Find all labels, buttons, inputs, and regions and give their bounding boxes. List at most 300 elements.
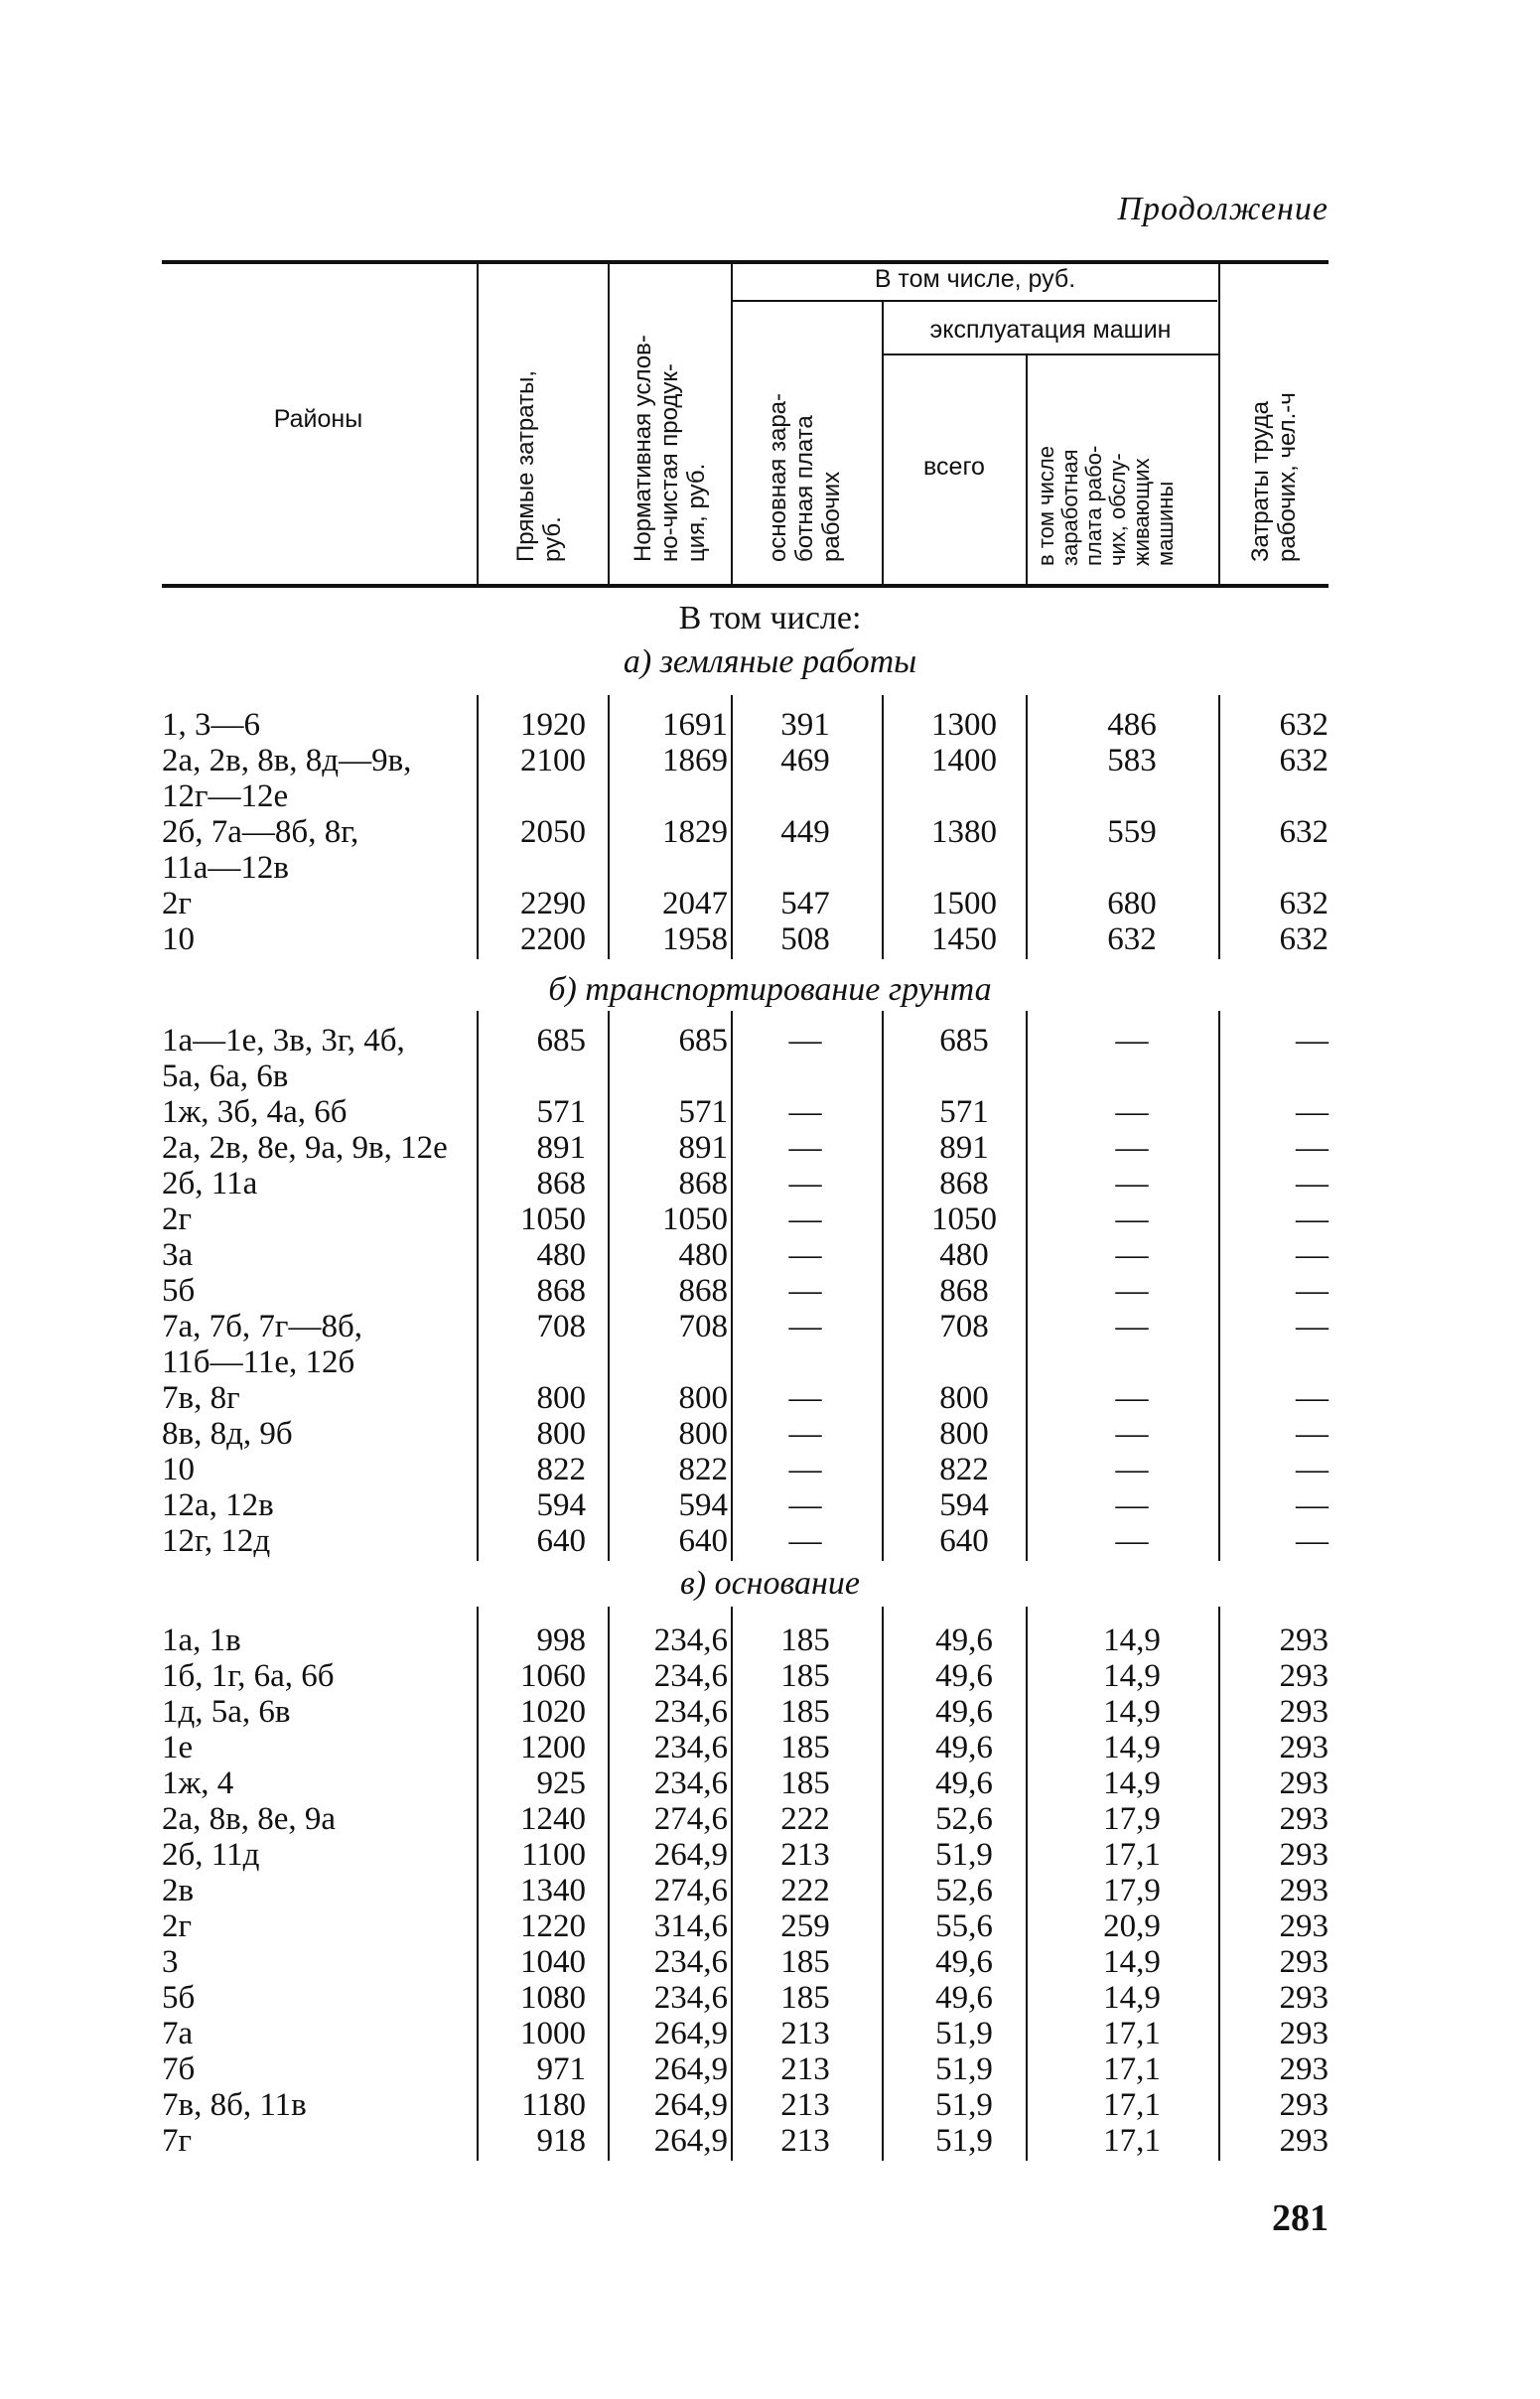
table-row: [0, 2087, 1540, 2123]
including-rule: [731, 300, 1217, 302]
value-cell: —: [1296, 1273, 1329, 1309]
district-cell: 2г: [162, 1908, 193, 1944]
value-cell: 1920: [520, 707, 586, 743]
value-cell: 14,9: [1103, 1694, 1161, 1730]
value-cell: —: [788, 1487, 822, 1523]
table-row: [0, 1452, 1540, 1487]
table-row: [0, 814, 1540, 850]
hdr-vline-3: [731, 260, 733, 584]
table-row: [0, 2123, 1540, 2159]
value-cell: 708: [939, 1309, 989, 1344]
table-row: [0, 2016, 1540, 2051]
value-cell: 49,6: [935, 1765, 993, 1801]
district-cell: 12г—12е: [162, 778, 289, 814]
value-cell: —: [1115, 1094, 1149, 1130]
table-row: [0, 921, 1540, 957]
header-direct-costs: [512, 370, 566, 562]
value-cell: 1869: [662, 743, 728, 778]
district-cell: 12г, 12д: [162, 1523, 271, 1559]
district-cell: 11б—11е, 12б: [162, 1344, 355, 1380]
value-cell: 868: [939, 1166, 989, 1201]
value-cell: 49,6: [935, 1658, 993, 1694]
value-cell: 264,9: [653, 2051, 728, 2087]
header-incl-wage-l6: машины: [1153, 481, 1178, 566]
header-incl-wage-l5: живающих: [1129, 458, 1154, 566]
value-cell: 891: [536, 1130, 586, 1166]
hdr-vline-1: [477, 260, 479, 584]
value-cell: 185: [780, 1658, 830, 1694]
value-cell: —: [1115, 1416, 1149, 1452]
header-direct-costs-l1: Прямые затраты,: [512, 370, 539, 562]
table-row: [0, 1765, 1540, 1801]
value-cell: 800: [939, 1380, 989, 1416]
table-row: [0, 1166, 1540, 1201]
value-cell: 640: [678, 1523, 728, 1559]
value-cell: 2050: [520, 814, 586, 850]
value-cell: 708: [536, 1309, 586, 1344]
intro-text: В том числе:: [678, 600, 862, 636]
value-cell: 14,9: [1103, 1623, 1161, 1658]
value-cell: —: [788, 1130, 822, 1166]
value-cell: 685: [939, 1023, 989, 1058]
table-row-continuation: [0, 778, 1540, 814]
value-cell: 20,9: [1103, 1908, 1161, 1944]
value-cell: 1450: [931, 921, 997, 957]
hdr-vline-5: [1026, 353, 1028, 584]
district-cell: 2а, 2в, 8е, 9а, 9в, 12е: [162, 1130, 448, 1166]
value-cell: 234,6: [653, 1980, 728, 2016]
value-cell: 800: [536, 1380, 586, 1416]
district-cell: 2б, 11а: [162, 1166, 258, 1201]
value-cell: —: [1115, 1273, 1149, 1309]
value-cell: —: [788, 1416, 822, 1452]
district-cell: 1ж, 3б, 4а, 6б: [162, 1094, 348, 1130]
value-cell: —: [1296, 1487, 1329, 1523]
district-cell: 12а, 12в: [162, 1487, 274, 1523]
section-title: а) земляные работы: [623, 643, 917, 680]
value-cell: 571: [536, 1094, 586, 1130]
value-cell: 49,6: [935, 1730, 993, 1765]
table-row: [0, 1380, 1540, 1416]
value-cell: 51,9: [935, 2123, 993, 2159]
district-cell: 3: [162, 1944, 179, 1980]
value-cell: —: [1115, 1201, 1149, 1237]
value-cell: 594: [536, 1487, 586, 1523]
value-cell: 571: [939, 1094, 989, 1130]
header-normative-l1: Нормативная услов-: [630, 335, 656, 562]
value-cell: 632: [1279, 707, 1329, 743]
value-cell: —: [1296, 1452, 1329, 1487]
district-cell: 1б, 1г, 6а, 6б: [162, 1658, 335, 1694]
value-cell: 1020: [520, 1694, 586, 1730]
value-cell: 213: [780, 2051, 830, 2087]
value-cell: 17,9: [1103, 1801, 1161, 1837]
value-cell: 293: [1279, 1730, 1329, 1765]
value-cell: —: [788, 1452, 822, 1487]
district-cell: 7а, 7б, 7г—8б,: [162, 1309, 363, 1344]
value-cell: 2047: [662, 886, 728, 921]
district-cell: 1д, 5а, 6в: [162, 1694, 291, 1730]
value-cell: 264,9: [653, 2123, 728, 2159]
value-cell: 632: [1279, 921, 1329, 957]
value-cell: 264,9: [653, 2087, 728, 2123]
value-cell: 14,9: [1103, 1658, 1161, 1694]
value-cell: 14,9: [1103, 1980, 1161, 2016]
value-cell: 800: [939, 1416, 989, 1452]
value-cell: 822: [678, 1452, 728, 1487]
value-cell: 51,9: [935, 1837, 993, 1873]
value-cell: —: [1296, 1416, 1329, 1452]
value-cell: 486: [1107, 707, 1157, 743]
value-cell: 17,1: [1103, 2087, 1161, 2123]
value-cell: 594: [678, 1487, 728, 1523]
value-cell: 632: [1279, 814, 1329, 850]
page-number: 281: [1272, 2197, 1329, 2239]
header-normative-l3: ция, руб.: [683, 463, 710, 562]
district-cell: 7г: [162, 2123, 193, 2159]
value-cell: 1691: [662, 707, 728, 743]
value-cell: 17,1: [1103, 2051, 1161, 2087]
value-cell: 1080: [520, 1980, 586, 2016]
district-cell: 2б, 7а—8б, 8г,: [162, 814, 359, 850]
value-cell: 559: [1107, 814, 1157, 850]
district-cell: 2а, 2в, 8в, 8д—9в,: [162, 743, 412, 778]
table-row: [0, 1623, 1540, 1658]
table-row: [0, 1094, 1540, 1130]
table-row: [0, 1487, 1540, 1523]
table-row: [0, 1694, 1540, 1730]
value-cell: 293: [1279, 1765, 1329, 1801]
value-cell: —: [1115, 1130, 1149, 1166]
value-cell: 1060: [520, 1658, 586, 1694]
district-cell: 2в: [162, 1873, 195, 1908]
value-cell: 1050: [662, 1201, 728, 1237]
header-labor-l2: рабочих, чел.-ч: [1274, 392, 1301, 562]
value-cell: —: [1296, 1237, 1329, 1273]
value-cell: —: [1296, 1380, 1329, 1416]
value-cell: 1050: [931, 1201, 997, 1237]
value-cell: 293: [1279, 1944, 1329, 1980]
value-cell: —: [788, 1523, 822, 1559]
value-cell: 213: [780, 2123, 830, 2159]
value-cell: 293: [1279, 1980, 1329, 2016]
value-cell: 234,6: [653, 1944, 728, 1980]
value-cell: 213: [780, 2087, 830, 2123]
value-cell: 293: [1279, 2016, 1329, 2051]
value-cell: 685: [536, 1023, 586, 1058]
district-cell: 2б, 11д: [162, 1837, 260, 1873]
value-cell: 293: [1279, 1801, 1329, 1837]
value-cell: 17,1: [1103, 1837, 1161, 1873]
value-cell: 469: [780, 743, 830, 778]
header-normative: [630, 335, 710, 562]
value-cell: 185: [780, 1694, 830, 1730]
table-row: [0, 2051, 1540, 2087]
value-cell: 293: [1279, 1694, 1329, 1730]
district-cell: 7в, 8б, 11в: [162, 2087, 307, 2123]
district-cell: 2г: [162, 886, 193, 921]
value-cell: 51,9: [935, 2087, 993, 2123]
value-cell: —: [1296, 1201, 1329, 1237]
value-cell: 1829: [662, 814, 728, 850]
value-cell: 822: [536, 1452, 586, 1487]
value-cell: —: [1115, 1309, 1149, 1344]
value-cell: 274,6: [653, 1873, 728, 1908]
header-normative-l2: но-чистая продук-: [656, 363, 683, 562]
value-cell: —: [1296, 1309, 1329, 1344]
value-cell: 222: [780, 1873, 830, 1908]
value-cell: 632: [1107, 921, 1157, 957]
value-cell: 480: [536, 1237, 586, 1273]
value-cell: 17,9: [1103, 1873, 1161, 1908]
value-cell: 14,9: [1103, 1730, 1161, 1765]
value-cell: 632: [1279, 743, 1329, 778]
value-cell: 293: [1279, 1658, 1329, 1694]
value-cell: —: [1296, 1166, 1329, 1201]
value-cell: 293: [1279, 2123, 1329, 2159]
table-row-continuation: [0, 1058, 1540, 1094]
value-cell: —: [1115, 1023, 1149, 1058]
district-cell: 1ж, 4: [162, 1765, 234, 1801]
district-cell: 1е: [162, 1730, 194, 1765]
value-cell: 1300: [931, 707, 997, 743]
value-cell: 52,6: [935, 1873, 993, 1908]
value-cell: —: [1115, 1487, 1149, 1523]
value-cell: 547: [780, 886, 830, 921]
value-cell: —: [788, 1201, 822, 1237]
value-cell: 234,6: [653, 1730, 728, 1765]
value-cell: 800: [678, 1380, 728, 1416]
value-cell: 185: [780, 1765, 830, 1801]
district-cell: 5б: [162, 1980, 196, 2016]
value-cell: 868: [678, 1273, 728, 1309]
value-cell: 185: [780, 1730, 830, 1765]
value-cell: 1100: [521, 1837, 586, 1873]
value-cell: 1380: [931, 814, 997, 850]
value-cell: 632: [1279, 886, 1329, 921]
value-cell: —: [1115, 1237, 1149, 1273]
value-cell: 264,9: [653, 2016, 728, 2051]
value-cell: 583: [1107, 743, 1157, 778]
value-cell: 2290: [520, 886, 586, 921]
value-cell: —: [1115, 1523, 1149, 1559]
value-cell: 293: [1279, 2087, 1329, 2123]
header-incl-wage-l2: заработная: [1057, 449, 1082, 566]
value-cell: 49,6: [935, 1944, 993, 1980]
table-row: [0, 1837, 1540, 1873]
value-cell: —: [788, 1094, 822, 1130]
table-row: [0, 1273, 1540, 1309]
value-cell: 971: [536, 2051, 586, 2087]
value-cell: 213: [780, 1837, 830, 1873]
header-districts: Районы: [273, 405, 363, 433]
value-cell: 918: [536, 2123, 586, 2159]
district-cell: 10: [162, 1452, 195, 1487]
value-cell: 259: [780, 1908, 830, 1944]
value-cell: 1050: [520, 1201, 586, 1237]
value-cell: 1500: [931, 886, 997, 921]
value-cell: 891: [678, 1130, 728, 1166]
district-cell: 3а: [162, 1237, 194, 1273]
district-cell: 5а, 6а, 6в: [162, 1058, 289, 1094]
value-cell: 234,6: [653, 1658, 728, 1694]
table-row: [0, 1523, 1540, 1559]
header-base-wage: [765, 393, 845, 562]
table-row: [0, 1980, 1540, 2016]
value-cell: 52,6: [935, 1801, 993, 1837]
district-cell: 11а—12в: [162, 850, 290, 886]
value-cell: 594: [939, 1487, 989, 1523]
value-cell: —: [1296, 1094, 1329, 1130]
value-cell: 480: [678, 1237, 728, 1273]
header-labor: [1247, 392, 1301, 562]
header-incl-wage: [1035, 446, 1178, 566]
value-cell: 640: [939, 1523, 989, 1559]
value-cell: 17,1: [1103, 2123, 1161, 2159]
value-cell: 508: [780, 921, 830, 957]
value-cell: 708: [678, 1309, 728, 1344]
value-cell: 49,6: [935, 1623, 993, 1658]
table-row: [0, 1416, 1540, 1452]
district-cell: 1а, 1в: [162, 1623, 241, 1658]
value-cell: 1958: [662, 921, 728, 957]
value-cell: 293: [1279, 1908, 1329, 1944]
table-row: [0, 886, 1540, 921]
continuation-label: Продолжение: [1117, 191, 1329, 227]
value-cell: 868: [536, 1273, 586, 1309]
header-base-wage-l2: ботная плата: [791, 415, 818, 562]
value-cell: —: [1296, 1023, 1329, 1058]
header-bottom-rule: [162, 584, 1329, 588]
value-cell: 1240: [520, 1801, 586, 1837]
value-cell: 868: [939, 1273, 989, 1309]
value-cell: 14,9: [1103, 1944, 1161, 1980]
table-row-continuation: [0, 850, 1540, 886]
value-cell: 185: [780, 1623, 830, 1658]
value-cell: 868: [678, 1166, 728, 1201]
value-cell: —: [788, 1023, 822, 1058]
value-cell: 822: [939, 1452, 989, 1487]
district-cell: 10: [162, 921, 195, 957]
table-row: [0, 1908, 1540, 1944]
section-title: в) основание: [679, 1565, 861, 1602]
header-incl-wage-l3: плата рабо-: [1081, 445, 1106, 566]
header-including: В том числе, руб.: [874, 265, 1076, 293]
value-cell: 293: [1279, 1837, 1329, 1873]
value-cell: 49,6: [935, 1694, 993, 1730]
table-row: [0, 743, 1540, 778]
table-row: [0, 1309, 1540, 1344]
value-cell: 234,6: [653, 1694, 728, 1730]
table-row: [0, 707, 1540, 743]
table-row: [0, 1023, 1540, 1058]
value-cell: —: [788, 1273, 822, 1309]
value-cell: —: [788, 1309, 822, 1344]
value-cell: —: [1115, 1380, 1149, 1416]
table-row-continuation: [0, 1344, 1540, 1380]
value-cell: 1220: [520, 1908, 586, 1944]
value-cell: 391: [780, 707, 830, 743]
value-cell: —: [1296, 1523, 1329, 1559]
table-row: [0, 1658, 1540, 1694]
district-cell: 8в, 8д, 9б: [162, 1416, 293, 1452]
value-cell: 222: [780, 1801, 830, 1837]
district-cell: 7а: [162, 2016, 194, 2051]
table-row: [0, 1801, 1540, 1837]
value-cell: 640: [536, 1523, 586, 1559]
district-cell: 1, 3—6: [162, 707, 260, 743]
value-cell: 571: [678, 1094, 728, 1130]
value-cell: 1040: [520, 1944, 586, 1980]
table-row: [0, 1730, 1540, 1765]
district-cell: 2а, 8в, 8е, 9а: [162, 1801, 337, 1837]
value-cell: 185: [780, 1944, 830, 1980]
value-cell: 51,9: [935, 2051, 993, 2087]
table-row: [0, 1201, 1540, 1237]
value-cell: 314,6: [653, 1908, 728, 1944]
value-cell: 1340: [520, 1873, 586, 1908]
header-base-wage-l3: рабочих: [818, 471, 845, 562]
header-incl-wage-l4: чих, обслу-: [1105, 453, 1130, 566]
hdr-vline-6: [1218, 260, 1220, 584]
value-cell: 14,9: [1103, 1765, 1161, 1801]
value-cell: 1200: [520, 1730, 586, 1765]
value-cell: 480: [939, 1237, 989, 1273]
value-cell: 1180: [521, 2087, 586, 2123]
value-cell: —: [1115, 1166, 1149, 1201]
header-incl-wage-l1: в том числе: [1034, 446, 1058, 566]
value-cell: 293: [1279, 1873, 1329, 1908]
header-base-wage-l1: основная зара-: [765, 392, 791, 562]
value-cell: 1000: [520, 2016, 586, 2051]
value-cell: 234,6: [653, 1765, 728, 1801]
value-cell: 293: [1279, 2051, 1329, 2087]
hdr-vline-2: [608, 260, 610, 584]
value-cell: 55,6: [935, 1908, 993, 1944]
district-cell: 7б: [162, 2051, 196, 2087]
table-row: [0, 1130, 1540, 1166]
value-cell: 925: [536, 1765, 586, 1801]
header-machine-op: эксплуатация машин: [929, 316, 1172, 344]
value-cell: 17,1: [1103, 2016, 1161, 2051]
table-row: [0, 1237, 1540, 1273]
value-cell: 449: [780, 814, 830, 850]
value-cell: 998: [536, 1623, 586, 1658]
value-cell: 868: [536, 1166, 586, 1201]
value-cell: 800: [536, 1416, 586, 1452]
header-direct-costs-l2: руб.: [539, 516, 566, 562]
district-cell: 7в, 8г: [162, 1380, 240, 1416]
value-cell: 800: [678, 1416, 728, 1452]
value-cell: 274,6: [653, 1801, 728, 1837]
value-cell: —: [1115, 1452, 1149, 1487]
district-cell: 2г: [162, 1201, 193, 1237]
value-cell: —: [1296, 1130, 1329, 1166]
header-total: всего: [923, 453, 985, 481]
value-cell: 51,9: [935, 2016, 993, 2051]
value-cell: 264,9: [653, 1837, 728, 1873]
value-cell: —: [788, 1380, 822, 1416]
value-cell: 185: [780, 1980, 830, 2016]
value-cell: 2100: [520, 743, 586, 778]
district-cell: 1а—1е, 3в, 3г, 4б,: [162, 1023, 405, 1058]
section-title: б) транспортирование грунта: [548, 971, 992, 1008]
value-cell: 213: [780, 2016, 830, 2051]
header-labor-l1: Затраты труда: [1247, 400, 1274, 562]
value-cell: 685: [678, 1023, 728, 1058]
table-row: [0, 1873, 1540, 1908]
machine-rule: [882, 353, 1219, 355]
